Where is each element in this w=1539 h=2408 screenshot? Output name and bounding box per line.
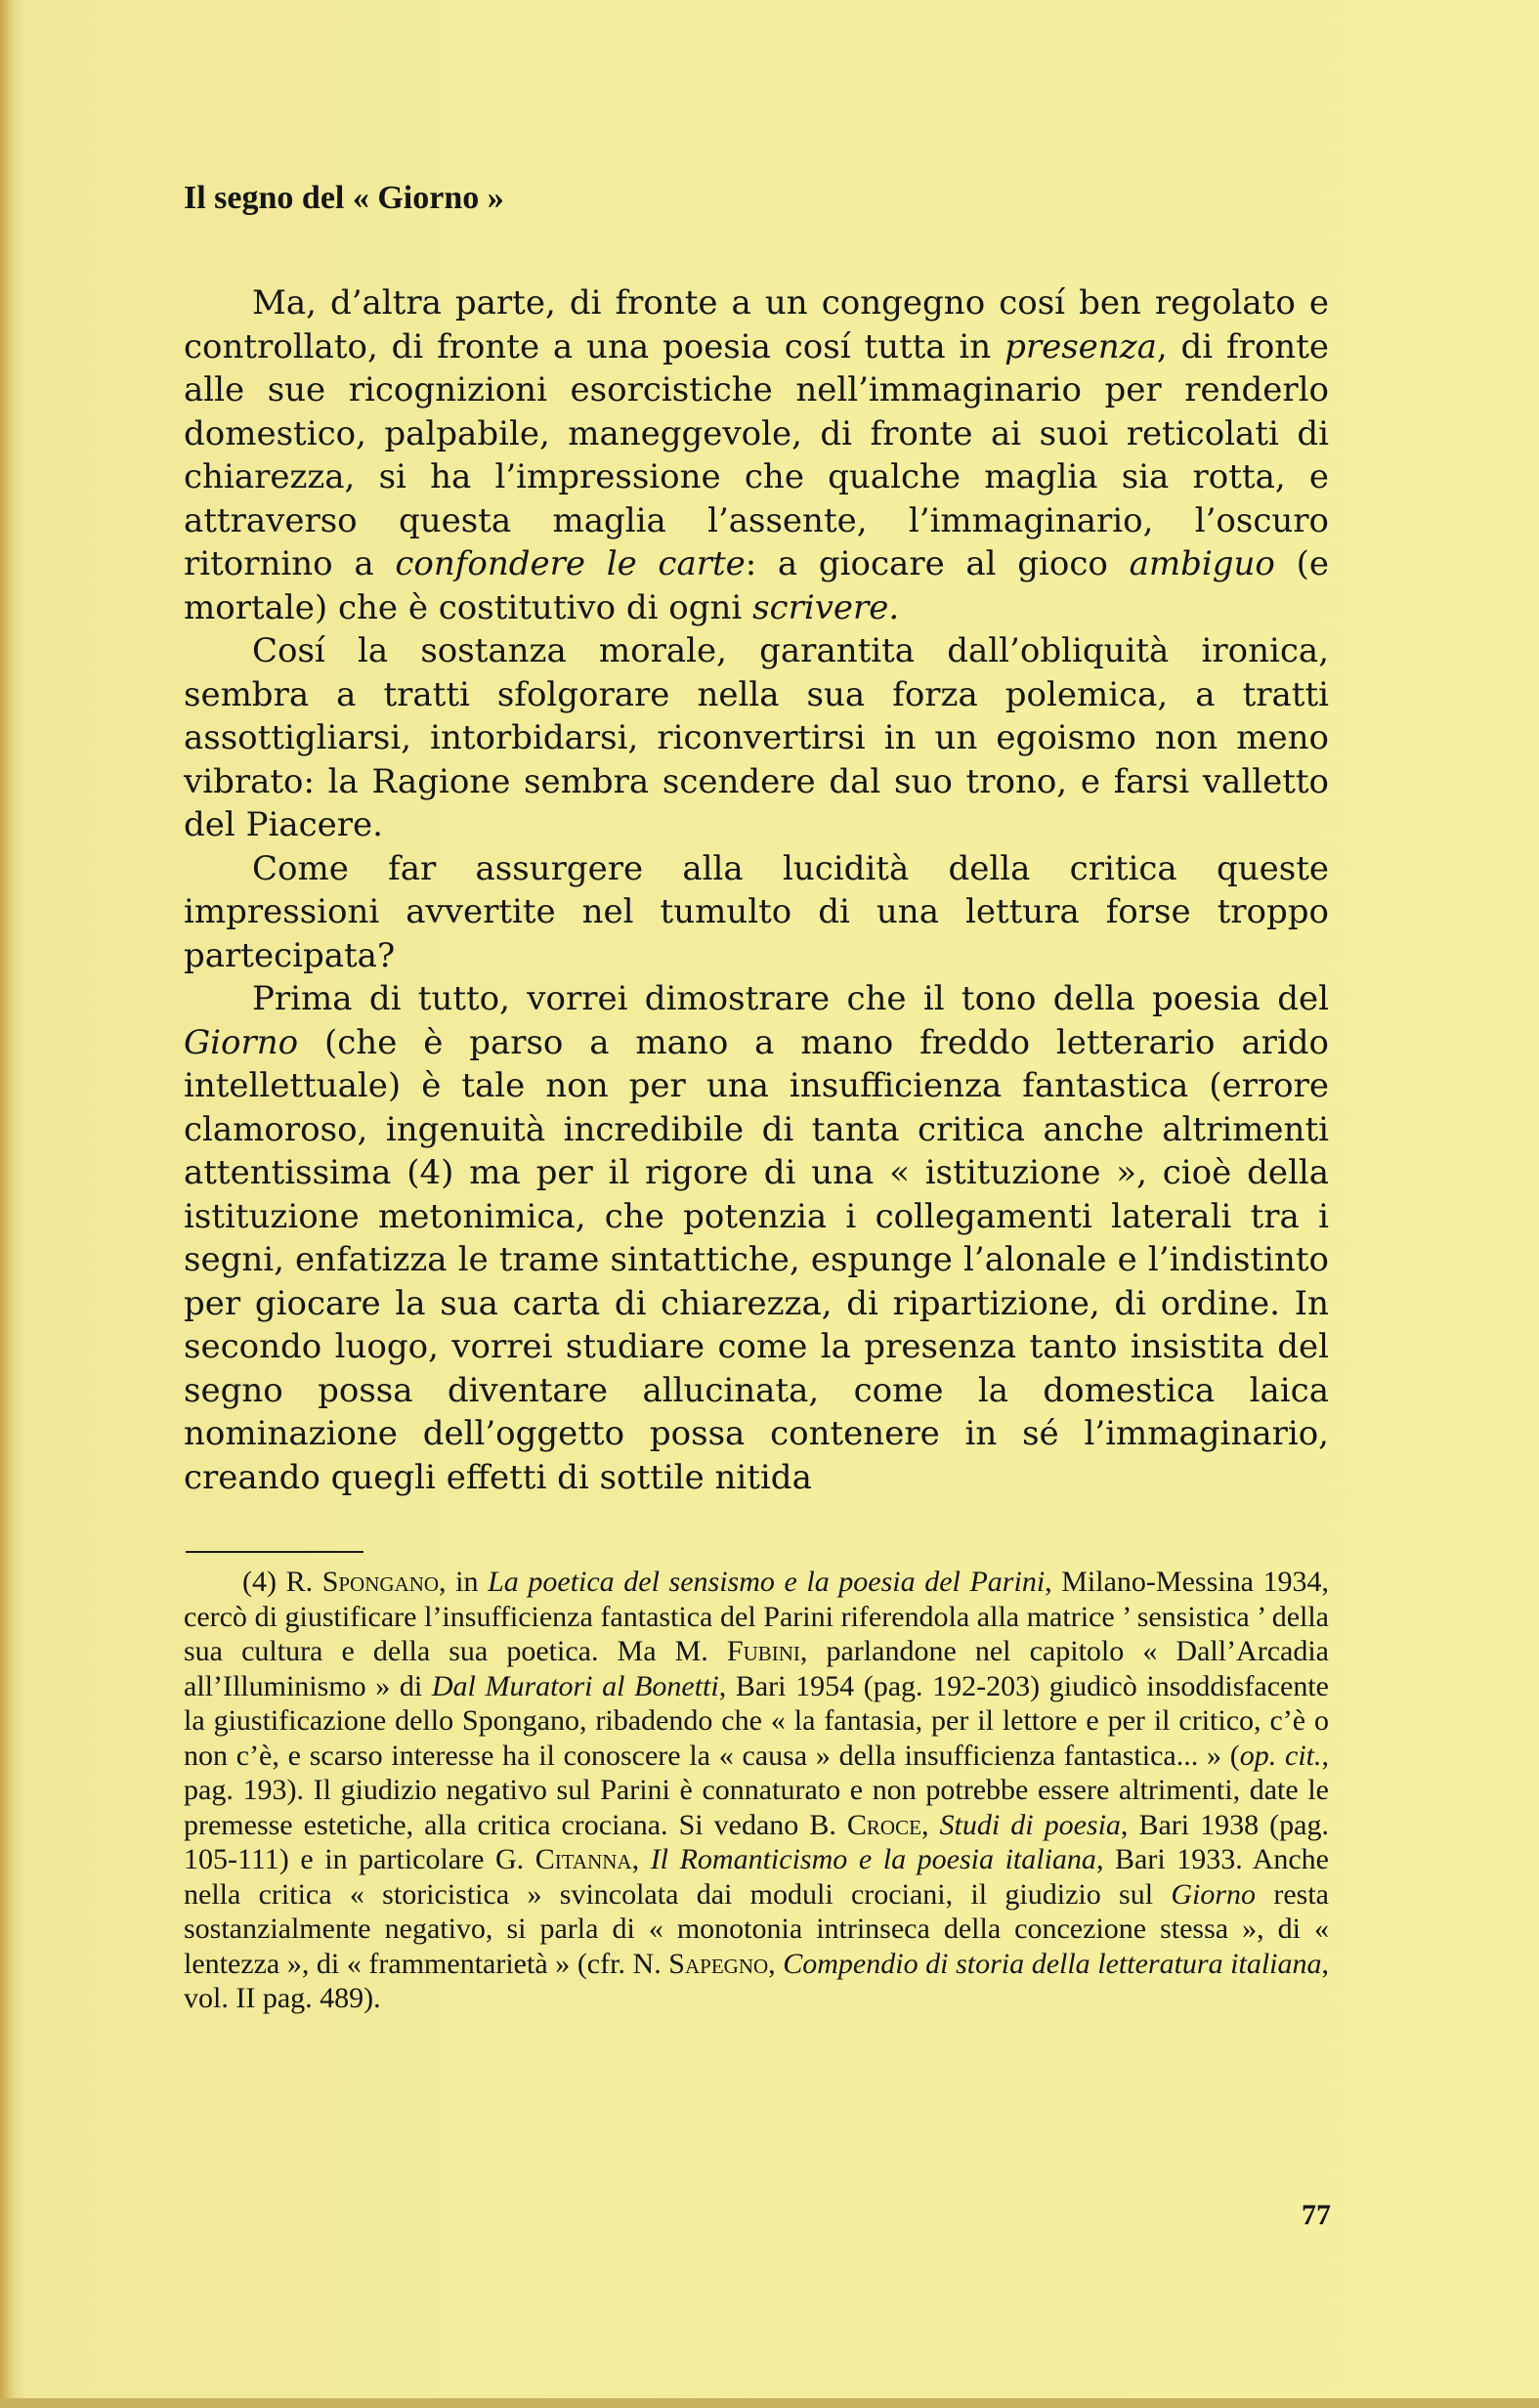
italic-run: Studi di poesia bbox=[939, 1808, 1121, 1841]
author-name: Fubini bbox=[726, 1635, 800, 1667]
footnote-rule bbox=[186, 1551, 363, 1553]
text-run: , bbox=[631, 1843, 651, 1875]
italic-run: presenza bbox=[1005, 326, 1157, 366]
text-run: (4) R. bbox=[242, 1566, 322, 1598]
italic-run: op. cit. bbox=[1239, 1739, 1322, 1772]
text-run: (e mortale) che è costitutivo di ogni bbox=[184, 544, 1329, 627]
italic-run: Dal Muratori al Bonetti bbox=[431, 1669, 719, 1702]
italic-run: confondere le carte bbox=[395, 544, 746, 583]
text-run: , Milano-Messina 1934, cercò di giustificare l’insufficienza fantastica del Parini riferendola alla matrice ’ sensistica ’ della sua cultura e della sua poetica. Ma M. bbox=[184, 1566, 1329, 1667]
section-heading: Il segno del « Giorno » bbox=[184, 180, 504, 216]
italic-run: Il Romanticismo e la poesia italiana bbox=[650, 1843, 1096, 1875]
author-name: Sapegno bbox=[668, 1947, 769, 1980]
text-run: , di fronte alle sue ricognizioni esorcistiche nell’immaginario per renderlo domestico, palpabile, maneggevole, di fronte ai suoi reticolati di chiarezza, si ha l’impressione che qualche maglia sia rotta, e attraverso questa maglia l’assente, l’immaginario, l’oscuro ritornino a bbox=[184, 326, 1329, 583]
footnotes bbox=[184, 1565, 1329, 2016]
text-run: resta sostanzialmente negativo, si parla di « monotonia intrinseca della concezione stessa », di « lentezza », di « frammentarietà » (cfr. N. bbox=[184, 1877, 1329, 1980]
italic-run: Compendio di storia della letteratura italiana bbox=[783, 1947, 1322, 1980]
text-run: (che è parso a mano a mano freddo letterario arido intellettuale) è tale non per una insufficienza fantastica (errore clamoroso, ingenuità incredibile di tanta critica anche altrimenti attentissima (4) ma per il rigore di una « istituzione », cioè della istituzione metonimica, che potenzia i collegamenti laterali tra i segni, enfatizza le trame sintattiche, espunge l’alonale e l’indistinto per giocare la sua carta di chiarezza, di ripartizione, di ordine. In secondo luogo, vorrei studiare come la presenza tanto insistita del segno possa diventare allucinata, come la domestica laica nominazione dell’oggetto possa contenere in sé l’immaginario, creando quegli effetti di sottile nitida bbox=[184, 1022, 1329, 1497]
author-name: Citanna bbox=[534, 1843, 632, 1875]
text-run: , in bbox=[439, 1566, 489, 1598]
text-run: , Bari 1933. Anche nella critica « storicistica » svincolata dai moduli crociani, il giudizio sul bbox=[184, 1843, 1329, 1911]
text-run: Cosí la sostanza morale, garantita dall’obliquità ironica, sembra a tratti sfolgorare nella sua forza polemica, a tratti assottigliarsi, intorbidarsi, riconvertirsi in un egoismo non meno vibrato: la Ragione sembra scendere dal suo trono, e farsi valletto del Piacere. bbox=[184, 631, 1329, 844]
paragraph bbox=[184, 847, 1329, 978]
italic-run: ambiguo bbox=[1129, 544, 1275, 583]
author-name: Spongano bbox=[321, 1566, 440, 1598]
text-run: Ma, d’altra parte, di fronte a un congegno cosí ben regolato e controllato, di fronte a una poesia cosí tutta in bbox=[184, 283, 1329, 366]
author-name: Croce bbox=[846, 1808, 921, 1841]
text-run: Prima di tutto, vorrei dimostrare che il tono della poesia del bbox=[252, 979, 1329, 1018]
text-run: , bbox=[768, 1947, 784, 1980]
text-run: , Bari 1954 (pag. 192-203) giudicò insoddisfacente la giustificazione dello Spongano, ribadendo che « la fantasia, per il lettore e per il critico, c’è o non c’è, e scarso interesse ha il conoscere la « causa » della insufficienza fantastica... » ( bbox=[184, 1669, 1329, 1772]
text-run: , pag. 193). Il giudizio negativo sul Parini è connaturato e non potrebbe essere altrimenti, date le premesse estetiche, alla critica crociana. Si vedano B. bbox=[184, 1739, 1329, 1841]
footnote-4 bbox=[184, 1565, 1329, 2016]
text-run: : a giocare al gioco bbox=[745, 544, 1130, 583]
italic-run: Giorno bbox=[184, 1022, 299, 1062]
text-run: Come far assurgere alla lucidità della critica queste impressioni avvertite nel tumulto di una lettura forse troppo partecipata? bbox=[184, 848, 1329, 975]
paragraph bbox=[184, 629, 1329, 847]
text-run: , vol. II pag. 489). bbox=[184, 1947, 1330, 2014]
italic-run: scrivere. bbox=[752, 587, 900, 627]
italic-run: Giorno bbox=[1171, 1877, 1257, 1911]
text-run: , bbox=[920, 1808, 940, 1841]
paragraph bbox=[184, 281, 1329, 629]
italic-run: La poetica del sensismo e la poesia del Parini bbox=[488, 1566, 1046, 1598]
paragraph bbox=[184, 977, 1329, 1499]
body-text bbox=[184, 281, 1329, 1499]
text-run: , parlandone nel capitolo « Dall’Arcadia all’Illuminismo » di bbox=[184, 1635, 1329, 1702]
text-run: , Bari 1938 (pag. 105-111) e in particolare G. bbox=[184, 1808, 1329, 1875]
page-number: 77 bbox=[1302, 2199, 1331, 2231]
